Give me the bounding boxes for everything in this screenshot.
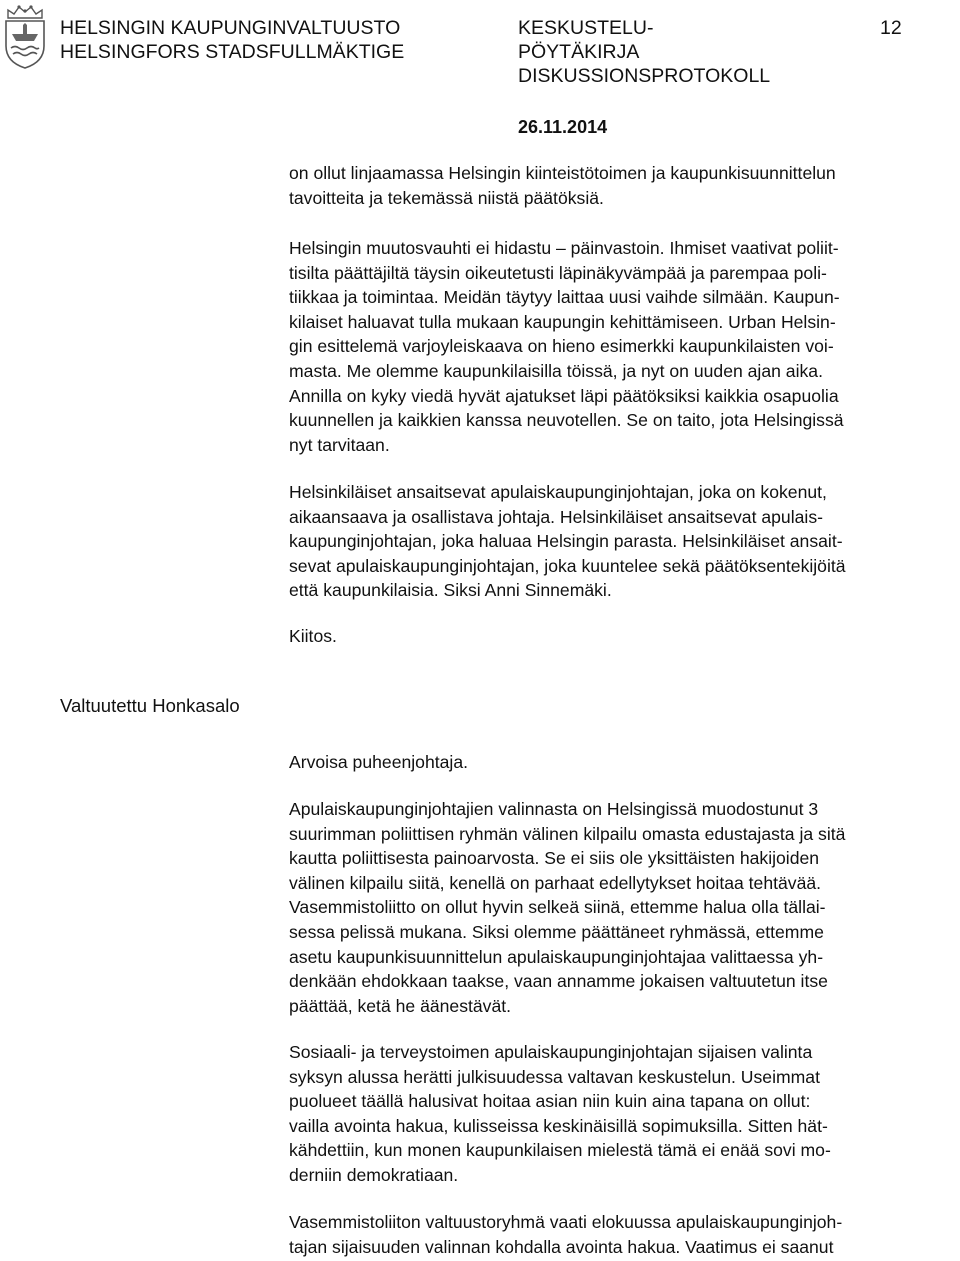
org-line-1: HELSINGIN KAUPUNGINVALTUUSTO (60, 17, 401, 39)
text-line: että kaupunkilaisia. Siksi Anni Sinnemäki. (289, 580, 612, 601)
organization-name (60, 16, 404, 64)
text-line: Vasemmistoliiton valtuustoryhmä vaati elokuussa apulaiskaupunginjoh- (289, 1212, 843, 1232)
text-line: kautta poliittisesta painoarvosta. Se ei siis ole yksittäisten hakijoiden (289, 848, 820, 869)
document-type (518, 16, 770, 88)
text-line: tisilta päättäjiltä täysin oikeutetusti läpinäkyvämpää ja parempaa poli- (289, 262, 827, 283)
paragraph (289, 1210, 960, 1259)
org-line-2: HELSINGFORS STADSFULLMÄKTIGE (60, 41, 405, 63)
doc-type-line-1: KESKUSTELU- (518, 17, 654, 39)
text-line: derniin demokratiaan. (289, 1164, 459, 1185)
text-line: tajan sijaisuuden valinnan kohdalla avointa hakua. Vaatimus ei saanut (289, 1236, 834, 1257)
text-line: sevat apulaiskaupunginjohtajan, joka kuuntelee sekä päätöksentekijöitä (289, 555, 846, 576)
text-line: kilaiset haluavat tulla mukaan kaupungin kehittämiseen. Urban Helsin- (289, 311, 836, 332)
text-line: päättää, ketä he äänestävät. (289, 995, 512, 1016)
text-line: denkään ehdokkaan taakse, vaan annamme jokaisen valtuutetun itse (289, 971, 828, 992)
text-line: Sosiaali- ja terveystoimen apulaiskaupunginjohtajan sijaisen valinta (289, 1042, 813, 1062)
text-line: syksyn alussa herätti julkisuudessa valtavan keskustelun. Useimmat (289, 1066, 820, 1087)
text-line: Vasemmistoliitto on ollut hyvin selkeä siinä, ettemme halua olla tällai- (289, 897, 826, 918)
text-line: on ollut linjaamassa Helsingin kiinteistötoimen ja kaupunkisuunnittelun (289, 163, 836, 183)
speaker-name: Valtuutettu Honkasalo (60, 695, 240, 716)
paragraph (289, 480, 960, 603)
doc-type-line-3: DISKUSSIONSPROTOKOLL (518, 65, 771, 87)
text-line: kaupunginjohtajan, joka haluaa Helsingin parasta. Helsinkiläiset ansait- (289, 531, 843, 552)
text-line: Arvoisa puheenjohtaja. (289, 752, 468, 772)
text-line: nyt tarvitaan. (289, 434, 390, 455)
text-line: Helsingin muutosvauhti ei hidastu – päinvastoin. Ihmiset vaativat poliit- (289, 238, 839, 258)
text-line: Helsinkiläiset ansaitsevat apulaiskaupunginjohtajan, joka on kokenut, (289, 482, 827, 502)
paragraph (289, 161, 960, 210)
text-line: masta. Me olemme kaupunkilaisilla töissä, ja nyt on uuden ajan aika. (289, 360, 823, 381)
text-line: Annilla on kyky viedä hyvät ajatukset läpi päätöksiksi kaikkia osapuolia (289, 385, 839, 406)
paragraph (289, 236, 960, 457)
text-line: asetu kaupunkisuunnittelun apulaiskaupunginjohtajaa valittaessa yh- (289, 946, 824, 967)
paragraph (289, 1040, 960, 1188)
paragraph (289, 624, 960, 649)
paragraph (289, 750, 960, 775)
text-line: tavoitteita ja tekemässä niistä päätöksiä. (289, 187, 604, 208)
text-line: kuunnellen ja kaikkien kanssa neuvotellen. Se on taito, jota Helsingissä (289, 410, 844, 431)
text-line: puolueet täällä halusivat hoitaa asian niin kuin aina tapana on ollut: (289, 1091, 811, 1112)
text-line: suurimman poliittisen ryhmän välinen kilpailu omasta edustajasta ja sitä (289, 823, 846, 844)
text-line: gin esittelemä varjoyleiskaava on hieno esimerkki kaupunkilaisten voi- (289, 336, 834, 357)
page-number: 12 (880, 17, 902, 39)
text-line: tiikkaa ja toimintaa. Meidän täytyy laittaa uusi vaihde silmään. Kaupun- (289, 287, 840, 308)
text-line: Kiitos. (289, 626, 337, 646)
text-line: välinen kilpailu siitä, kenellä on parhaat edellytykset hoitaa tehtävää. (289, 872, 822, 893)
text-line: aikaansaava ja osallistava johtaja. Helsinkiläiset ansaitsevat apulais- (289, 506, 823, 527)
paragraph (289, 797, 960, 1018)
text-line: vailla avointa hakua, kulisseissa keskinäisillä sopimuksilla. Sitten hät- (289, 1115, 828, 1136)
text-line: kähdettiin, kun monen kaupunkilaisen mielestä tämä ei enää sovi mo- (289, 1140, 831, 1161)
helsinki-coat-of-arms-icon (2, 4, 48, 70)
document-date: 26.11.2014 (518, 117, 608, 137)
text-line: sessa pelissä mukana. Siksi olemme päättäneet ryhmässä, ettemme (289, 921, 824, 942)
text-line: Apulaiskaupunginjohtajien valinnasta on Helsingissä muodostunut 3 (289, 799, 819, 819)
doc-type-line-2: PÖYTÄKIRJA (518, 41, 640, 63)
